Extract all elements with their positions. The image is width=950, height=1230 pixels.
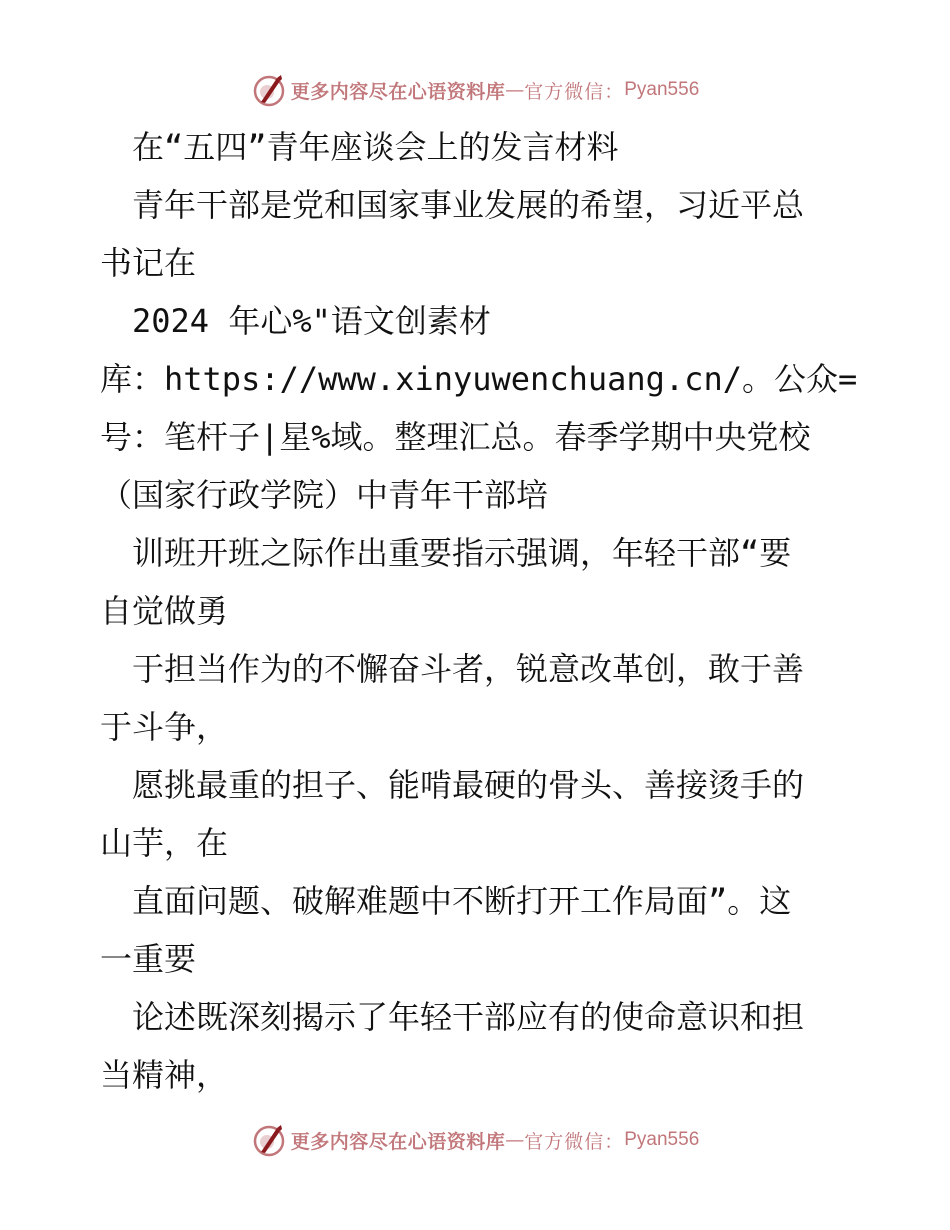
- quill-logo-icon: [251, 72, 287, 108]
- body-line: 直面问题、破解难题中不断打开工作局面”。这: [100, 882, 792, 920]
- body-line: 2024 年心%"语文创素材: [100, 302, 491, 340]
- body-line: 在“五四”青年座谈会上的发言材料: [100, 128, 619, 166]
- body-line: 论述既深刻揭示了年轻干部应有的使命意识和担: [100, 998, 805, 1036]
- footer-dash: —: [505, 1129, 525, 1151]
- header-wechat-label: 官方微信：: [524, 80, 625, 103]
- body-line: 书记在: [100, 244, 197, 282]
- header-dash: —: [505, 79, 525, 101]
- body-line: 库：https://www.xinyuwenchuang.cn/。公众=: [100, 360, 858, 398]
- header-watermark: [0, 68, 950, 112]
- header-brand-text: 更多内容尽在心语资料库: [290, 80, 506, 103]
- body-line: 愿挑最重的担子、能啃最硬的骨头、善接烫手的: [100, 766, 805, 804]
- header-wechat-account: Pyan556: [624, 79, 700, 100]
- footer-wechat-account: Pyan556: [624, 1129, 700, 1150]
- body-line: 自觉做勇: [100, 592, 229, 630]
- body-line: 青年干部是党和国家事业发展的希望，习近平总: [100, 186, 805, 224]
- footer-watermark: [0, 1118, 950, 1162]
- body-line: 训班开班之际作出重要指示强调，年轻干部“要: [100, 534, 792, 572]
- body-line: 山芋，在: [100, 824, 229, 862]
- quill-logo-icon: [251, 1122, 287, 1158]
- document-body: [100, 118, 870, 1104]
- body-line: 当精神，: [100, 1056, 229, 1094]
- body-line: 号：笔杆子|星%域。整理汇总。春季学期中央党校: [100, 418, 811, 456]
- footer-brand-text: 更多内容尽在心语资料库: [290, 1130, 506, 1153]
- body-line: （国家行政学院）中青年干部培: [100, 476, 549, 514]
- body-line: 于斗争，: [100, 708, 229, 746]
- footer-wechat-label: 官方微信：: [524, 1130, 625, 1153]
- body-line: 于担当作为的不懈奋斗者，锐意改革创，敢于善: [100, 650, 805, 688]
- body-line: 一重要: [100, 940, 197, 978]
